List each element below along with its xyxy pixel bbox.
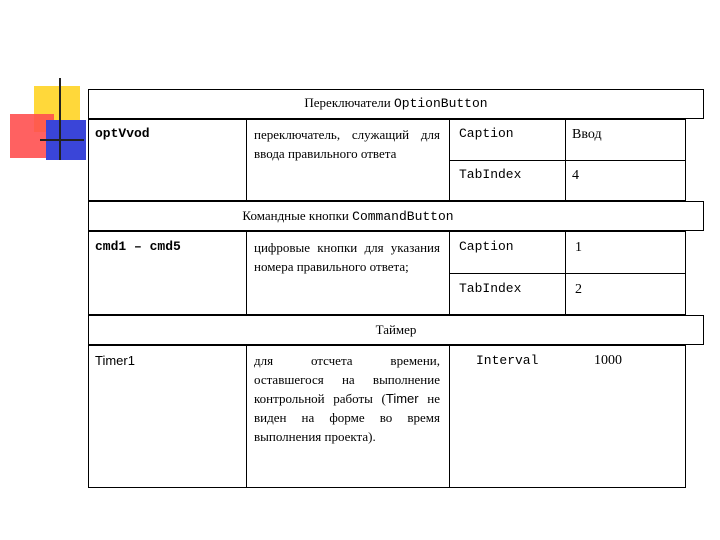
property-value: 1 [575,240,582,255]
property-value: 2 [575,282,582,297]
header-title-ru: Командные кнопки [242,208,349,223]
header-title-code: OptionButton [393,96,488,111]
property-value: 4 [572,168,579,183]
decor-horizontal-line [40,139,84,141]
property-name: Caption [459,239,514,254]
section-header-timer-text: Таймер [375,322,417,337]
section-header-command-button-text [88,206,608,226]
property-name: TabIndex [459,167,522,182]
property-value: Ввод [572,127,602,142]
object-description: цифровые кнопки для указания номера правильного ответа; [254,240,440,274]
header-title-code: CommandButton [352,209,454,224]
object-name: Timer1 [95,353,135,368]
object-name: optVvod [95,126,150,141]
object-description: переключатель, служащий для ввода правильного ответа [254,127,440,161]
header-title-ru: Переключатели [304,95,391,110]
object-name: cmd1 – cmd5 [95,239,181,254]
section-header-option-button-text [88,93,704,113]
property-value: 1000 [594,353,622,368]
object-description: для отсчета времени, оставшегося на выполнение контрольной работы (Timer не виден на форме во время выполнения проекта). [254,353,440,444]
property-name: TabIndex [459,281,522,296]
property-name: Caption [459,126,514,141]
decor-vertical-line [59,78,61,160]
property-name: Interval [476,353,539,368]
